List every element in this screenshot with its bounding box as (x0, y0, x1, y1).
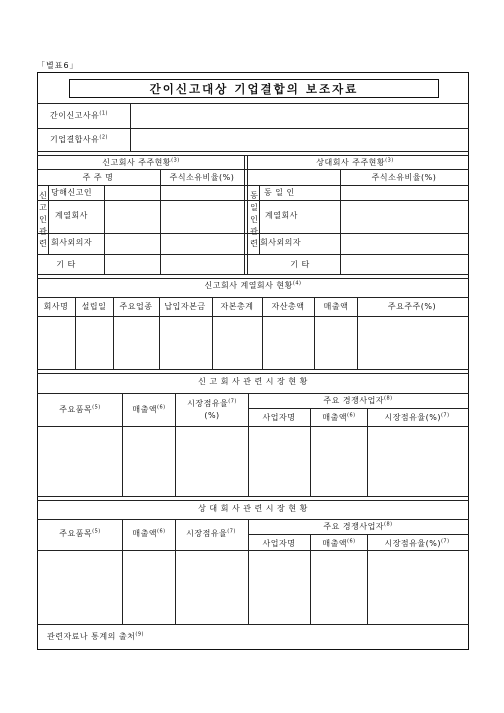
rm-col-share: 시장점유율$^{(7)}$ (187, 398, 237, 408)
row-non-company-left: 회사외의자 (51, 238, 93, 247)
rm-competitors: 주요 경쟁사업자$^{(8)}$ (323, 395, 393, 405)
row-other-right: 기 타 (290, 260, 310, 269)
cm-sub-share: 시장점유율(%)$^{(7)}$ (384, 538, 450, 548)
rm-sub-share: 시장점유율(%)$^{(7)}$ (384, 412, 450, 422)
rm-sub-name: 사업자명 (262, 413, 296, 422)
col-founded: 설립일 (81, 302, 107, 311)
source-field[interactable] (175, 626, 468, 649)
affiliates-header: 신고회사 계열회사 현황$^{(4)}$ (204, 280, 302, 290)
form-title: 간이신고대상 기업결합의 보조자료 (69, 79, 439, 98)
rm-col-sales: 매출액$^{(6)}$ (132, 404, 166, 414)
col-paid-capital: 납입자본금 (164, 302, 206, 311)
annex-label: 「별표6」 (37, 61, 79, 70)
col-company-name: 회사명 (43, 302, 69, 311)
cm-col-share: 시장점유율$^{(7)}$ (186, 528, 236, 538)
rm-col-items: 주요품목$^{(5)}$ (59, 404, 101, 414)
col-share-left: 주식소유비율(%) (169, 173, 235, 182)
reporting-market-header: 신 고 회 사 관 련 시 장 현 황 (198, 377, 308, 386)
same-person-group-label: 동 일 인 관 련 (250, 191, 258, 248)
reason-merger-label: 기업결합사유$^{(2)}$ (50, 134, 108, 144)
counter-shareholders-header: 상대회사 주주현황$^{(3)}$ (316, 157, 394, 167)
cm-col-items: 주요품목$^{(5)}$ (59, 528, 101, 538)
col-total-equity: 자본총계 (220, 302, 254, 311)
col-business: 주요업종 (119, 302, 153, 311)
row-non-company-right: 회사외의자 (260, 238, 302, 247)
col-sales: 매출액 (323, 302, 349, 311)
cm-sub-sales: 매출액$^{(6)}$ (322, 538, 356, 548)
cm-col-sales: 매출액$^{(6)}$ (132, 528, 166, 538)
row-affiliate-left: 계열회사 (55, 211, 88, 220)
reason-simple-label: 간이신고사유$^{(1)}$ (50, 110, 108, 120)
row-same-person: 동 일 인 (264, 188, 295, 197)
counter-market-header: 상 대 회 사 관 련 시 장 현 황 (198, 504, 308, 513)
rm-col-share-unit: (%) (204, 411, 220, 420)
row-reporter: 당해신고인 (51, 188, 93, 197)
reason-simple-field[interactable] (131, 104, 468, 127)
reason-merger-field[interactable] (131, 129, 468, 150)
col-total-assets: 자산총액 (271, 302, 305, 311)
col-major-shareholders: 주요주주(%) (387, 302, 437, 311)
cm-sub-name: 사업자명 (262, 539, 296, 548)
row-affiliate-right: 계열회사 (265, 211, 298, 220)
col-share-right: 주식소유비율(%) (371, 173, 437, 182)
reporting-group-label: 신 고 인 관 련 (39, 191, 47, 248)
col-holder-left: 주 주 명 (82, 173, 114, 182)
row-other-left: 기 타 (56, 260, 76, 269)
cm-competitors: 주요 경쟁사업자$^{(8)}$ (323, 521, 393, 531)
reporting-shareholders-header: 신고회사 주주현황$^{(3)}$ (102, 157, 180, 167)
rm-sub-sales: 매출액$^{(6)}$ (322, 412, 356, 422)
source-label: 관련자료나 통계의 출처$^{(9)}$ (47, 631, 144, 641)
